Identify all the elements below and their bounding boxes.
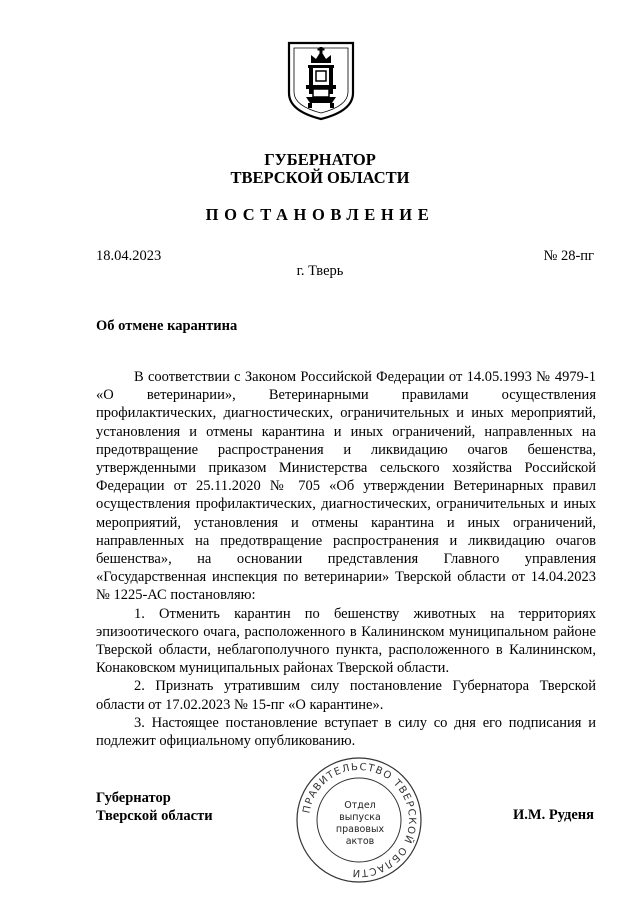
document-body bbox=[96, 368, 596, 750]
document-subject: Об отмене карантина bbox=[96, 318, 238, 334]
body-paragraph-item-3: 3. Настоящее постановление вступает в силу со дня его подписания и подлежит официальному опубликованию. bbox=[96, 714, 596, 750]
signatory-position-line2: Тверской области bbox=[96, 808, 213, 824]
issuer-title-line2: ТВЕРСКОЙ ОБЛАСТИ bbox=[230, 168, 410, 187]
document-city: г. Тверь bbox=[296, 263, 344, 279]
body-paragraph-item-2: 2. Признать утратившим силу постановление Губернатора Тверской области от 17.02.2023 № 15-пг «О карантине». bbox=[96, 678, 596, 713]
stamp-line1: Отдел bbox=[344, 800, 376, 811]
signatory-position-line1: Губернатор bbox=[96, 790, 171, 806]
document-type-title: ПОСТАНОВЛЕНИЕ bbox=[205, 205, 435, 224]
body-paragraph-preamble: В соответствии с Законом Российской Федерации от 14.05.1993 № 4979-1 «О ветеринарии», Ветеринарными правилами осуществления профилактических, диагностических, ограничительных и иных мероприятий, установления и отмены карантина и иных ограничений, направленных на предотвращение распространения и ликвидацию очагов бешенства, утвержденными приказом Министерства сельского хозяйства Российской Федерации от 25.11.2020 № 705 «Об утверждении Ветеринарных правил осуществления профилактических, диагностических, ограничительных и иных мероприятий, установления и отмены карантина и иных ограничений, направленных на предотвращение распространения и ликвидацию очагов бешенства», на основании представления Главного управления «Государственная инспекция по ветеринарии» Тверской области от 14.04.2023 № 1225-АС постановляю: bbox=[96, 369, 596, 604]
document-date: 18.04.2023 bbox=[96, 248, 162, 264]
stamp-line3: правовых bbox=[335, 824, 385, 835]
signatory-position bbox=[96, 789, 213, 825]
body-paragraph-item-1: 1. Отменить карантин по бешенству животных на территориях эпизоотического очага, расположенного в Калининском муниципальном районе Тверской области, неблагополучного пункта, расположенного в Калининском, Конаковском муниципальных районах Тверской области. bbox=[96, 605, 596, 677]
coat-of-arms-emblem bbox=[286, 41, 356, 121]
stamp-ring-text: ПРАВИТЕЛЬСТВО ТВЕРСКОЙ ОБЛАСТИ bbox=[301, 761, 418, 879]
stamp-line2: выпуска bbox=[339, 812, 381, 823]
stamp-line4: актов bbox=[345, 836, 375, 847]
issuer-title-line1: ГУБЕРНАТОР bbox=[264, 150, 376, 169]
document-number: № 28-пг bbox=[543, 248, 594, 264]
stamp-center-text bbox=[330, 800, 390, 848]
signatory-name: И.М. Руденя bbox=[512, 807, 594, 823]
